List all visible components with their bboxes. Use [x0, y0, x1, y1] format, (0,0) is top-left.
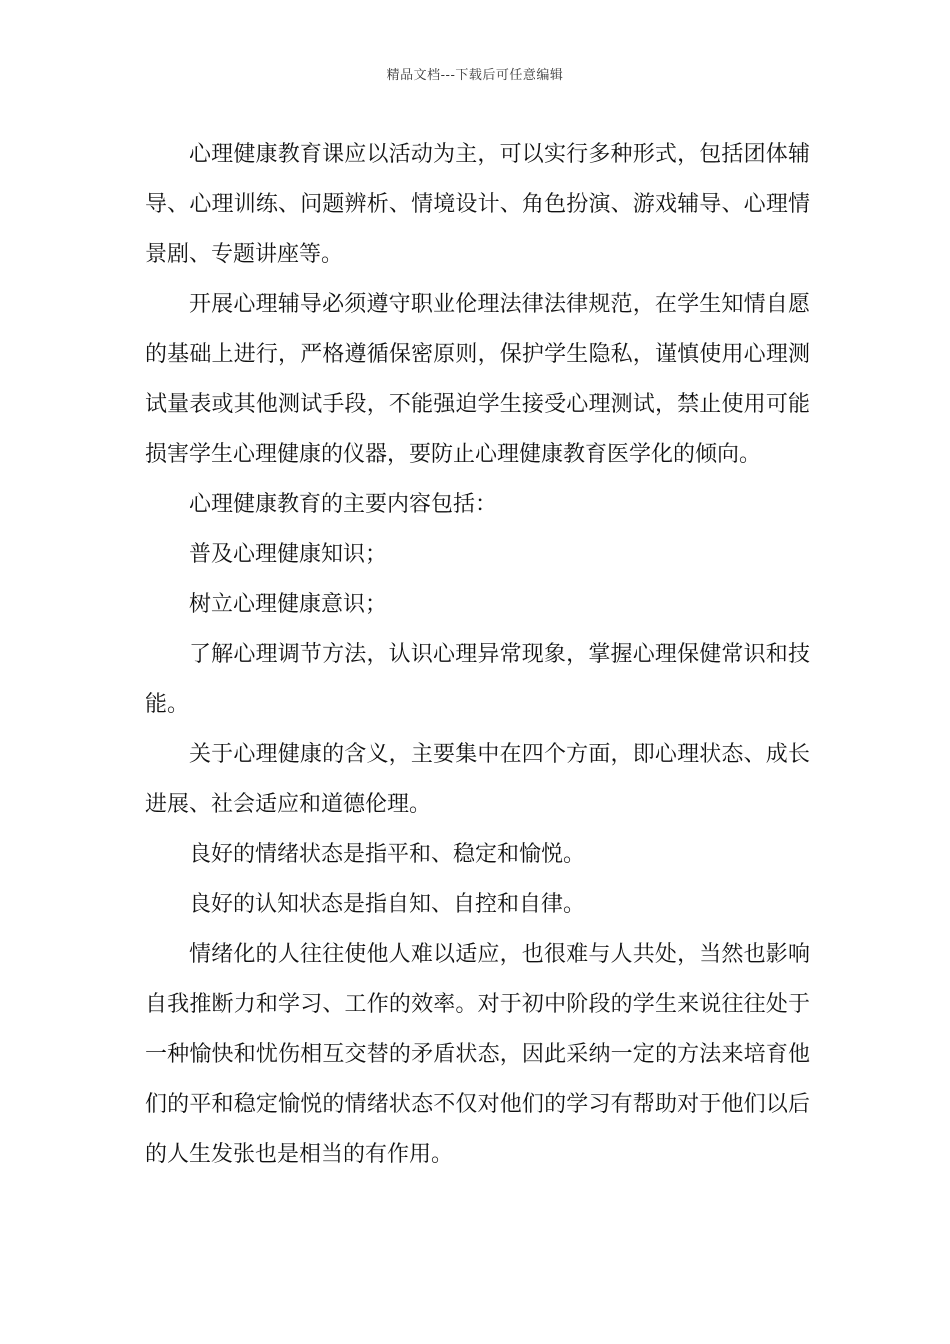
paragraph: 开展心理辅导必须遵守职业伦理法律法律规范，在学生知情自愿的基础上进行，严格遵循保密原则，保护学生隐私，谨慎使用心理测试量表或其他测试手段，不能强迫学生接受心理测试，禁止使用可能损害学生心理健康的仪器，要防止心理健康教育医学化的倾向。: [145, 292, 810, 467]
paragraph: 心理健康教育课应以活动为主，可以实行多种形式，包括团体辅导、心理训练、问题辨析、情境设计、角色扮演、游戏辅导、心理情景剧、专题讲座等。: [145, 142, 810, 267]
paragraph: 情绪化的人往往使他人难以适应，也很难与人共处，当然也影响自我推断力和学习、工作的效率。对于初中阶段的学生来说往往处于一种愉快和忧伤相互交替的矛盾状态，因此采纳一定的方法来培育他们的平和稳定愉悦的情绪状态不仅对他们的学习有帮助对于他们以后的人生发张也是相当的有作用。: [145, 942, 810, 1167]
paragraph: 良好的情绪状态是指平和、稳定和愉悦。: [189, 842, 586, 867]
paragraph: 普及心理健康知识；: [189, 542, 388, 567]
paragraph: 良好的认知状态是指自知、自控和自律。: [189, 892, 586, 917]
page-header: 精品文档---下载后可任意编辑: [386, 68, 564, 83]
paragraph: 了解心理调节方法，认识心理异常现象，掌握心理保健常识和技能。: [145, 642, 810, 717]
paragraph: 树立心理健康意识；: [189, 592, 388, 617]
document-body: [145, 130, 810, 1180]
paragraph: 关于心理健康的含义，主要集中在四个方面，即心理状态、成长进展、社会适应和道德伦理。: [145, 742, 810, 817]
paragraph: 心理健康教育的主要内容包括：: [189, 492, 498, 517]
